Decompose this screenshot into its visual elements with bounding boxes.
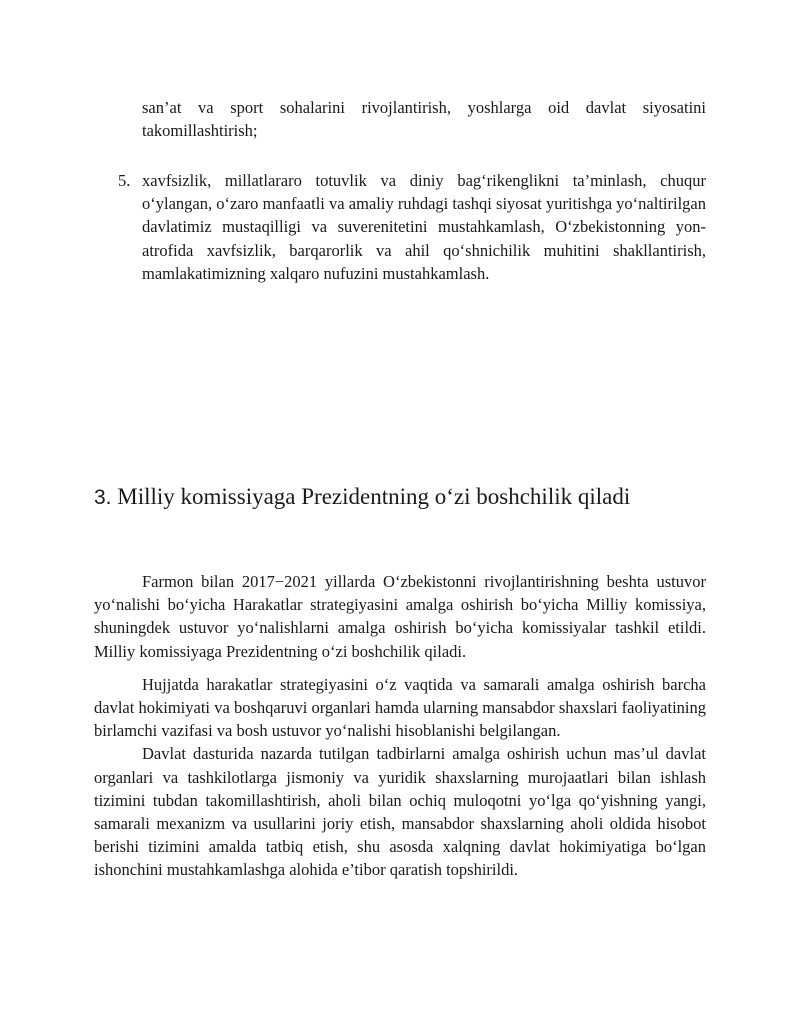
paragraph: Hujjatda harakatlar strategiyasini o‘z vaqtida va samarali amalga oshirish barcha davlat hokimiyati va boshqaruvi organlari hamda ularning mansabdor shaxslari faoliyatining birlamchi vazifasi va bosh ustuvor yo‘nalishi hisoblanishi belgilangan. — [94, 674, 706, 741]
list-item-continuation: san’at va sport sohalarini rivojlantirish, yoshlarga oid davlat siyosatini takomillashtirish; — [142, 98, 706, 140]
paragraph: Farmon bilan 2017−2021 yillarda O‘zbekistonni rivojlantirishning beshta ustuvor yo‘nalishi bo‘yicha Harakatlar strategiyasini amalga oshirish bo‘yicha Milliy komissiya, shuningdek ustuvor yo‘nalishlarni amalga oshirish bo‘yicha komissiyalar tashkil etildi. Milliy komissiyaga Prezidentning o‘zi boshchilik qiladi. — [94, 572, 706, 661]
section-body — [94, 570, 706, 882]
list-item-number: 5. — [118, 171, 131, 190]
paragraph: Davlat dasturida nazarda tutilgan tadbirlarni amalga oshirish uchun mas’ul davlat organlari va tashkilotlarga jismoniy va yuridik shaxslarning murojaatlari bilan ishlash tizimini tubdan takomillashtirish, aholi bilan ochiq muloqotni yo‘lga qo‘yishning yangi, samarali mexanizm va usullarini joriy etish, mansabdor shaxslarning aholi oldida hisobot berishi tizimini amalda tatbiq etish, shu asosda xalqning davlat hokimiyatiga bo‘lgan ishonchini mustahkamlashga alohida e’tibor qaratish topshirildi. — [94, 744, 706, 880]
section-number: 3. — [94, 486, 112, 509]
section-title: Milliy komissiyaga Prezidentning o‘zi boshchilik qiladi — [117, 484, 631, 509]
list-item-text: xavfsizlik, millatlararo totuvlik va diniy bag‘rikenglikni ta’minlash, chuqur o‘ylangan, o‘zaro manfaatli va amaliy ruhdagi tashqi siyosat yuritishga yo‘naltirilgan davlatimiz mustaqilligi va suverenitetini mustahkamlash, O‘zbekistonning yon-atrofida xavfsizlik, barqarorlik va ahil qo‘shnichilik muhitini shakllantirish, mamlakatimizning xalqaro nufuzini mustahkamlash. — [142, 171, 706, 283]
section-heading — [94, 482, 734, 513]
